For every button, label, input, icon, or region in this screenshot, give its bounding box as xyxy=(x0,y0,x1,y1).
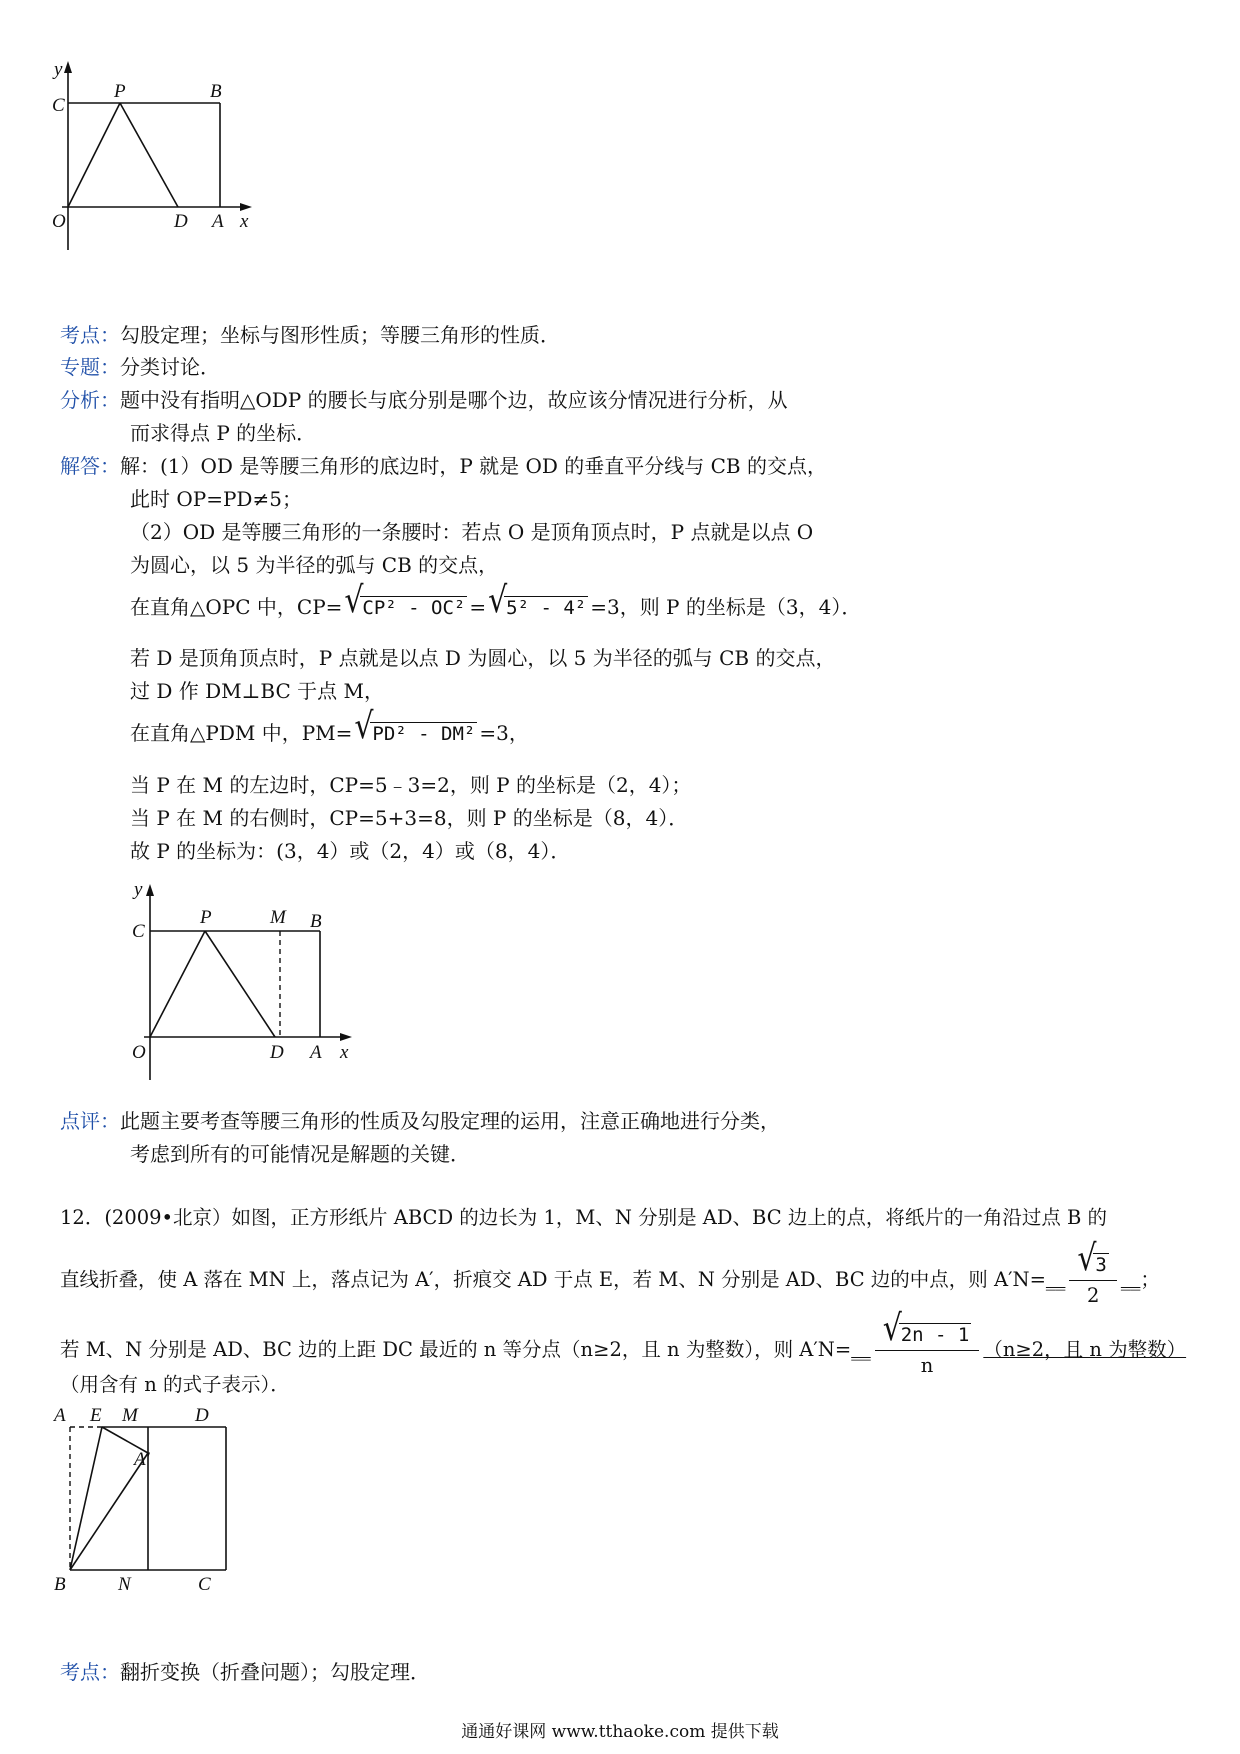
label-A: A xyxy=(54,1405,66,1426)
zhuanti-text: 分类讨论． xyxy=(120,355,220,379)
answer-2-num: 2n - 1 xyxy=(900,1324,970,1346)
q12-line2-post: ； xyxy=(1140,1268,1160,1291)
label-y: y xyxy=(134,879,143,900)
answer-1: __ √ $\frac{3}{2}$ __ xyxy=(1046,1268,1140,1291)
jieda-label: 解答： xyxy=(60,454,120,478)
label-O: O xyxy=(132,1042,146,1063)
y-axis-arrow-icon xyxy=(64,61,72,73)
figure-coordinate-rectangle-1 xyxy=(40,55,270,255)
eq1-pre: 在直角△OPC 中，CP= xyxy=(130,595,343,619)
eq1-mid: = xyxy=(469,595,487,619)
eq1-radical-1 xyxy=(344,592,467,623)
y-axis-arrow-icon xyxy=(146,884,154,896)
dianping-line2: 考虑到所有的可能情况是解题的关键． xyxy=(130,1142,470,1166)
fenxi-label: 分析： xyxy=(60,388,120,412)
label-x: x xyxy=(240,211,249,232)
label-P: P xyxy=(114,81,126,102)
answer-1-fraction xyxy=(1069,1250,1116,1311)
dianping-label: 点评： xyxy=(60,1109,120,1133)
answer-2-fraction xyxy=(875,1320,980,1381)
answer-2-den: n xyxy=(920,1354,934,1377)
jieda-line1: 解：(1）OD 是等腰三角形的底边时，P 就是 OD 的垂直平分线与 CB 的交点， xyxy=(120,454,827,478)
label-D: D xyxy=(195,1405,209,1426)
q12-line2-pre: 直线折叠，使 A 落在 MN 上，落点记为 A′，折痕交 AD 于点 E，若 M、N 分别是 AD、BC 边的中点，则 A′N= xyxy=(60,1268,1046,1291)
segment-PD xyxy=(120,103,178,207)
jieda-line2: 此时 OP=PD≠5； xyxy=(130,487,302,511)
q12-kaodian-text: 翻折变换（折叠问题）；勾股定理． xyxy=(120,1660,430,1684)
zhuanti-row xyxy=(60,352,220,382)
label-x: x xyxy=(340,1042,349,1063)
jieda-row xyxy=(60,451,827,481)
eq2-pre: 在直角△PDM 中，PM= xyxy=(130,721,353,745)
equation-1 xyxy=(130,592,861,623)
segment-OP xyxy=(68,103,120,207)
equation-2 xyxy=(130,718,529,749)
label-B: B xyxy=(210,81,222,102)
x-axis-arrow-icon xyxy=(240,203,252,211)
x-axis-arrow-icon xyxy=(340,1033,352,1041)
segment-PD xyxy=(205,931,275,1037)
label-B: B xyxy=(310,911,322,932)
jieda-line3: （2）OD 是等腰三角形的一条腰时：若点 O 是顶角顶点时，P 点就是以点 O xyxy=(130,520,814,544)
label-O: O xyxy=(52,211,66,232)
kaodian-text: 勾股定理；坐标与图形性质；等腰三角形的性质． xyxy=(120,323,560,347)
figure1-svg xyxy=(40,55,270,255)
figure3-svg xyxy=(50,1405,250,1595)
segment-BA1 xyxy=(70,1453,148,1570)
q12-line2 xyxy=(60,1250,1160,1311)
q12-kaodian-row xyxy=(60,1657,430,1687)
segment-OP xyxy=(150,931,205,1037)
kaodian-label: 考点： xyxy=(60,323,120,347)
jieda-line9: 故 P 的坐标为：(3，4）或（2，4）或（8，4）． xyxy=(130,839,571,863)
label-C: C xyxy=(132,921,145,942)
fenxi-row xyxy=(60,385,788,415)
answer-1-radical xyxy=(1077,1250,1108,1280)
segment-BE xyxy=(70,1427,102,1570)
kaodian-row xyxy=(60,320,560,350)
answer-1-den: 2 xyxy=(1086,1284,1100,1307)
zhuanti-label: 专题： xyxy=(60,355,120,379)
eq2-rad: PD² - DM² xyxy=(372,723,476,745)
eq1-radical-2 xyxy=(488,592,588,623)
q12-line3-pre: 若 M、N 分别是 AD、BC 边的上距 DC 最近的 n 等分点（n≥2，且 n 为整数），则 A′N= xyxy=(60,1338,852,1361)
answer-2: __ √ $\frac{2n - 1}{n}$ （n≥2，且 n 为整数） xyxy=(851,1338,1186,1361)
label-M: M xyxy=(270,907,286,928)
label-A-prime: A′ xyxy=(134,1449,150,1470)
label-A: A xyxy=(310,1042,322,1063)
jieda-line8: 当 P 在 M 的右侧时，CP=5+3=8，则 P 的坐标是（8，4）． xyxy=(130,806,689,830)
jieda-line5: 若 D 是顶角顶点时，P 点就是以点 D 为圆心，以 5 为半径的弧与 CB 的交点， xyxy=(130,646,836,670)
label-B: B xyxy=(54,1574,66,1595)
q12-line4: （用含有 n 的式子表示）． xyxy=(60,1373,290,1396)
jieda-line7: 当 P 在 M 的左边时，CP=5﹣3=2，则 P 的坐标是（2，4）； xyxy=(130,773,692,797)
dianping-row xyxy=(60,1106,780,1136)
figure2-svg xyxy=(120,875,360,1085)
figure-coordinate-rectangle-2 xyxy=(120,875,360,1085)
eq1-rad2: 5² - 4² xyxy=(506,597,587,619)
fenxi-line1: 题中没有指明△ODP 的腰长与底分别是哪个边，故应该分情况进行分析，从 xyxy=(120,388,788,412)
answer-2-radical xyxy=(883,1320,972,1350)
jieda-line4: 为圆心，以 5 为半径的弧与 CB 的交点， xyxy=(130,553,499,577)
label-N: N xyxy=(118,1574,131,1595)
q12-line1: 12．(2009•北京）如图，正方形纸片 ABCD 的边长为 1，M、N 分别是 AD、BC 边上的点，将纸片的一角沿过点 B 的 xyxy=(60,1206,1108,1229)
page-footer: 通通好课网 www.tthaoke.com 提供下载 xyxy=(461,1722,779,1742)
q12-kaodian-label: 考点： xyxy=(60,1660,120,1684)
eq1-post: =3，则 P 的坐标是（3，4）． xyxy=(590,595,862,619)
answer-1-num: 3 xyxy=(1095,1254,1107,1276)
eq2-post: =3， xyxy=(479,721,529,745)
answer-2-condition: （n≥2，且 n 为整数） xyxy=(983,1338,1187,1361)
label-C: C xyxy=(52,95,65,116)
label-y: y xyxy=(54,59,63,80)
label-D: D xyxy=(270,1042,284,1063)
label-P: P xyxy=(200,907,212,928)
figure-folded-square xyxy=(50,1405,250,1595)
label-E: E xyxy=(90,1405,102,1426)
eq2-radical xyxy=(354,718,477,749)
label-M: M xyxy=(122,1405,138,1426)
label-A: A xyxy=(212,211,224,232)
label-D: D xyxy=(174,211,188,232)
label-C: C xyxy=(198,1574,211,1595)
fenxi-line2: 而求得点 P 的坐标． xyxy=(130,421,317,445)
dianping-line1: 此题主要考查等腰三角形的性质及勾股定理的运用，注意正确地进行分类， xyxy=(120,1109,780,1133)
jieda-line6: 过 D 作 DM⊥BC 于点 M， xyxy=(130,679,384,703)
eq1-rad1: CP² - OC² xyxy=(362,597,466,619)
